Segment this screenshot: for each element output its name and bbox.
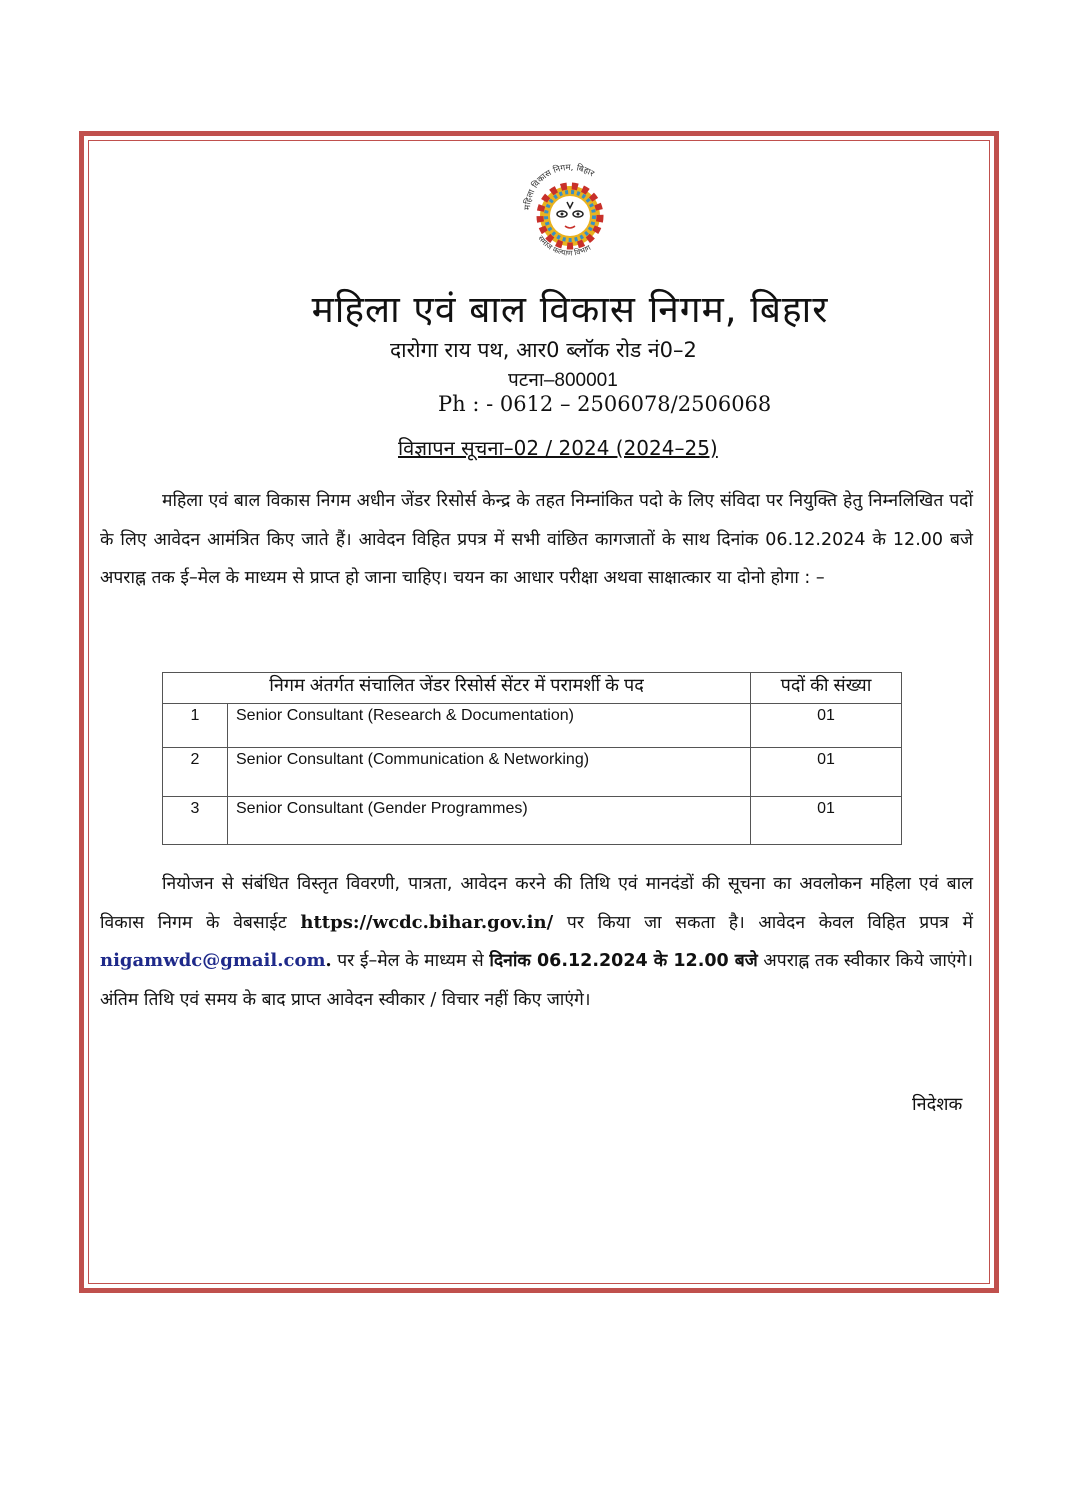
details-text-1: नियोजन से संबंधित विस्तृत विवरणी, पात्रता, आवेदन करने की तिथि एवं मानदंडों की सूचना का अवलोकन महिला एवं बाल विकास निगम के वेबसाईट bbox=[100, 874, 973, 933]
row-count: 01 bbox=[751, 748, 902, 797]
table-row bbox=[163, 748, 902, 797]
table-row bbox=[163, 704, 902, 748]
address-line-1: दारोगा राय पथ, आर0 ब्लॉक रोड नं0–2 bbox=[390, 338, 697, 362]
email-link[interactable]: nigamwdc@gmail.com bbox=[100, 950, 326, 971]
deadline-text: दिनांक 06.12.2024 के 12.00 बजे bbox=[489, 951, 758, 971]
posts-table bbox=[162, 672, 902, 845]
signature-designation: निदेशक bbox=[912, 1094, 963, 1115]
row-sno: 1 bbox=[163, 704, 228, 748]
svg-text:समाज कल्याण विभाग: समाज कल्याण विभाग bbox=[536, 233, 593, 258]
row-sno: 2 bbox=[163, 748, 228, 797]
organization-emblem-icon bbox=[520, 160, 620, 265]
row-count: 01 bbox=[751, 704, 902, 748]
table-row bbox=[163, 797, 902, 845]
svg-text:महिला विकास निगम, बिहार: महिला विकास निगम, बिहार bbox=[522, 162, 596, 211]
email-suffix: . bbox=[325, 951, 332, 971]
organization-title: महिला एवं बाल विकास निगम, बिहार bbox=[311, 288, 829, 331]
header-posts: निगम अंतर्गत संचालित जेंडर रिसोर्स सेंटर में परामर्शी के पद bbox=[163, 673, 751, 704]
intro-text: महिला एवं बाल विकास निगम अधीन जेंडर रिसोर्स केन्द्र के तहत निम्नांकित पदो के लिए संविदा पर नियुक्ति हेतु निम्नलिखित पदों के लिए आवेदन आमंत्रित किए जाते हैं। आवेदन विहित प्रपत्र में सभी वांछित कागजातों के साथ दिनांक 06.12.2024 के 12.00 बजे अपराह्न तक ई–मेल के माध्यम से प्राप्त हो जाना चाहिए। चयन का आधार परीक्षा अथवा साक्षात्कार या दोनो होगा : – bbox=[100, 491, 973, 588]
notice-title: विज्ञापन सूचना–02 / 2024 (2024–25) bbox=[398, 436, 718, 460]
address-line-2: पटना–800001 bbox=[508, 370, 618, 391]
row-post: Senior Consultant (Gender Programmes) bbox=[228, 797, 751, 845]
row-count: 01 bbox=[751, 797, 902, 845]
intro-paragraph bbox=[100, 482, 973, 598]
row-post: Senior Consultant (Communication & Networking) bbox=[228, 748, 751, 797]
header-count: पदों की संख्या bbox=[751, 673, 902, 704]
row-post: Senior Consultant (Research & Documentation) bbox=[228, 704, 751, 748]
website-link[interactable]: https://wcdc.bihar.gov.in/ bbox=[300, 911, 554, 933]
details-paragraph bbox=[100, 865, 973, 1019]
row-sno: 3 bbox=[163, 797, 228, 845]
details-text-3: पर ई–मेल के माध्यम से bbox=[331, 951, 490, 971]
table-header-row bbox=[163, 673, 902, 704]
phone-number: Ph : - 0612 – 2506078/2506068 bbox=[438, 392, 772, 416]
details-text-4: अपराह्न तक स्वीकार किये जाएंगे। अंतिम तिथि एवं समय के बाद प्राप्त आवेदन स्वीकार / विचार नहीं किए जाएंगे। bbox=[100, 951, 974, 1010]
details-text-2: पर किया जा सकता है। आवेदन केवल विहित प्रपत्र में bbox=[553, 912, 973, 933]
